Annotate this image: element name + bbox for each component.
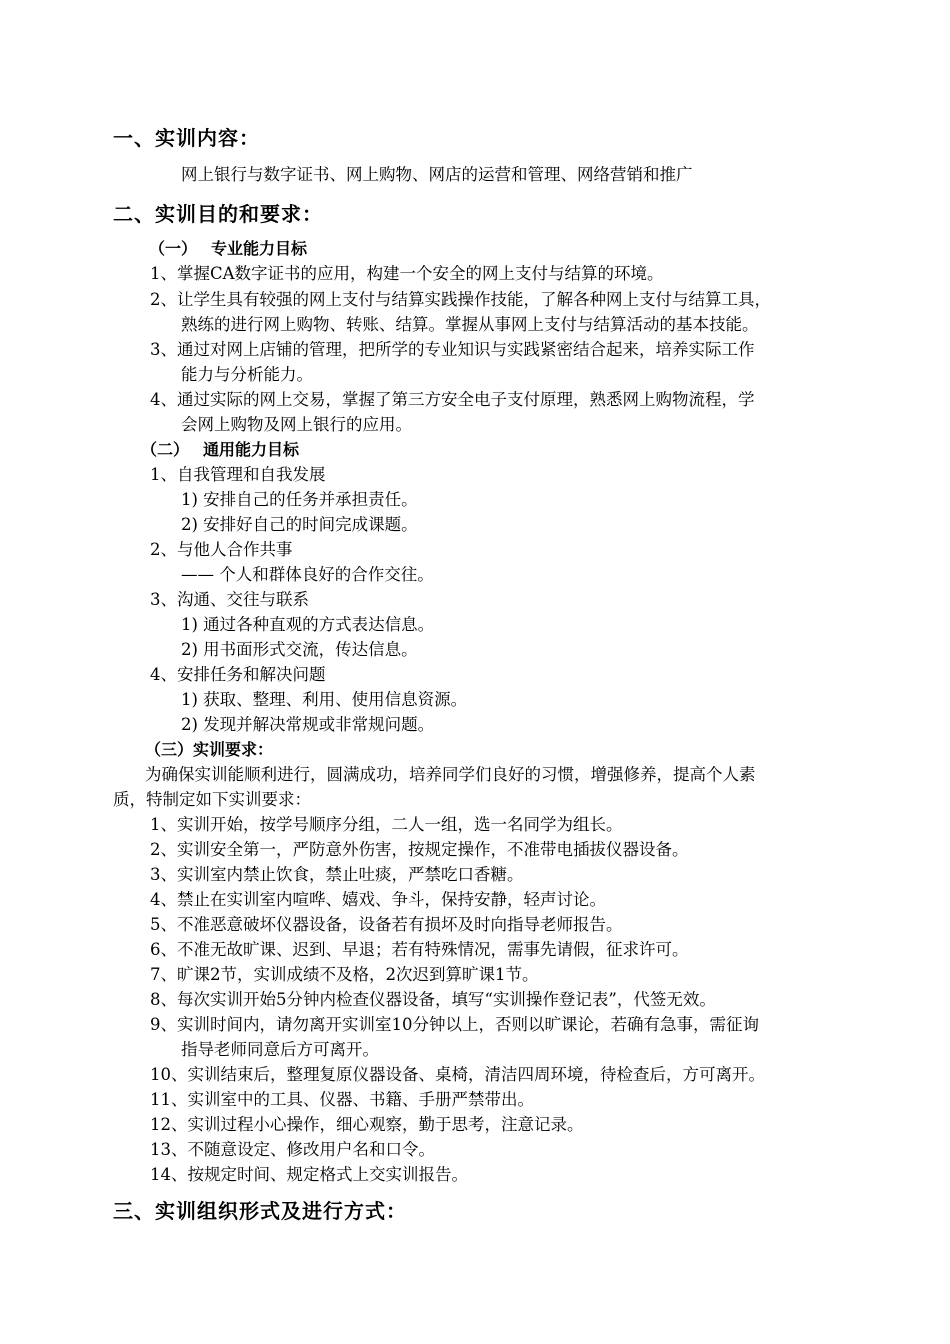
requirement-item: 14、按规定时间、规定格式上交实训报告。 [150, 1165, 468, 1184]
professional-item: 4、通过实际的网上交易，掌握了第三方安全电子支付原理，熟悉网上购物流程，学 [150, 390, 755, 409]
requirements-intro-continuation: 质，特制定如下实训要求： [113, 790, 311, 809]
general-item: 1、自我管理和自我发展 [150, 465, 326, 484]
professional-item-continuation: 熟练的进行网上购物、转账、结算。掌握从事网上支付与结算活动的基本技能。 [181, 315, 759, 334]
general-subitem: 2) 发现并解决常规或非常规问题。 [181, 715, 435, 734]
professional-item: 2、让学生具有较强的网上支付与结算实践操作技能，了解各种网上支付与结算工具， [150, 290, 771, 309]
general-item: 2、与他人合作共事 [150, 540, 293, 559]
general-item: 3、沟通、交往与联系 [150, 590, 309, 609]
general-subitem: 1) 通过各种直观的方式表达信息。 [181, 615, 435, 634]
section-1-body: 网上银行与数字证书、网上购物、网店的运营和管理、网络营销和推广 [181, 165, 693, 184]
general-subitem: 2) 安排好自己的时间完成课题。 [181, 515, 418, 534]
requirement-item: 10、实训结束后，整理复原仪器设备、桌椅，清洁四周环境，待检查后，方可离开。 [150, 1065, 765, 1084]
requirement-item: 4、禁止在实训室内喧哗、嬉戏、争斗，保持安静，轻声讨论。 [150, 890, 606, 909]
requirements-heading: （三）实训要求： [145, 740, 274, 759]
section-1-title: 一、实训内容： [113, 126, 260, 150]
general-item: 4、安排任务和解决问题 [150, 665, 326, 684]
requirement-item: 2、实训安全第一，严防意外伤害，按规定操作，不准带电插拔仪器设备。 [150, 840, 689, 859]
professional-heading-num: （一） [149, 239, 198, 258]
requirement-item: 7、旷课2节，实训成绩不及格，2次迟到算旷课1节。 [150, 965, 539, 984]
professional-heading-text: 专业能力目标 [211, 239, 308, 258]
requirement-item: 3、实训室内禁止饮食，禁止吐痰，严禁吃口香糖。 [150, 865, 524, 884]
professional-item: 1、掌握CA数字证书的应用，构建一个安全的网上支付与结算的环境。 [150, 264, 664, 283]
requirements-intro: 为确保实训能顺利进行，圆满成功，培养同学们良好的习惯，增强修养，提高个人素 [145, 765, 756, 784]
professional-item-continuation: 会网上购物及网上银行的应用。 [181, 415, 412, 434]
general-heading-num: （二） [141, 440, 190, 459]
professional-item: 3、通过对网上店铺的管理，把所学的专业知识与实践紧密结合起来，培养实际工作 [150, 340, 755, 359]
general-heading-text: 通用能力目标 [203, 440, 300, 459]
requirement-item: 11、实训室中的工具、仪器、书籍、手册严禁带出。 [150, 1090, 534, 1109]
requirement-item: 12、实训过程小心操作，细心观察，勤于思考，注意记录。 [150, 1115, 584, 1134]
requirement-item: 6、不准无故旷课、迟到、早退；若有特殊情况，需事先请假，征求许可。 [150, 940, 689, 959]
requirement-item: 5、不准恶意破坏仪器设备，设备若有损坏及时向指导老师报告。 [150, 915, 623, 934]
requirement-item-continuation: 指导老师同意后方可离开。 [181, 1040, 379, 1059]
general-subitem: 1) 安排自己的任务并承担责任。 [181, 490, 418, 509]
section-2-title: 二、实训目的和要求： [113, 202, 323, 226]
requirement-item: 9、实训时间内，请勿离开实训室10分钟以上，否则以旷课论，若确有急事，需征询 [150, 1015, 759, 1034]
general-subitem: 1) 获取、整理、利用、使用信息资源。 [181, 690, 468, 709]
professional-item-continuation: 能力与分析能力。 [181, 365, 313, 384]
professional-heading [149, 237, 307, 261]
general-heading [141, 438, 299, 462]
general-subitem: —— 个人和群体良好的合作交往。 [181, 565, 434, 584]
requirement-item: 1、实训开始，按学号顺序分组，二人一组，选一名同学为组长。 [150, 815, 623, 834]
requirement-item: 13、不随意设定、修改用户名和口令。 [150, 1140, 435, 1159]
general-subitem: 2) 用书面形式交流，传达信息。 [181, 640, 418, 659]
requirement-item: 8、每次实训开始5分钟内检查仪器设备，填写“实训操作登记表”，代签无效。 [150, 990, 716, 1009]
section-3-title: 三、实训组织形式及进行方式： [113, 1199, 407, 1223]
